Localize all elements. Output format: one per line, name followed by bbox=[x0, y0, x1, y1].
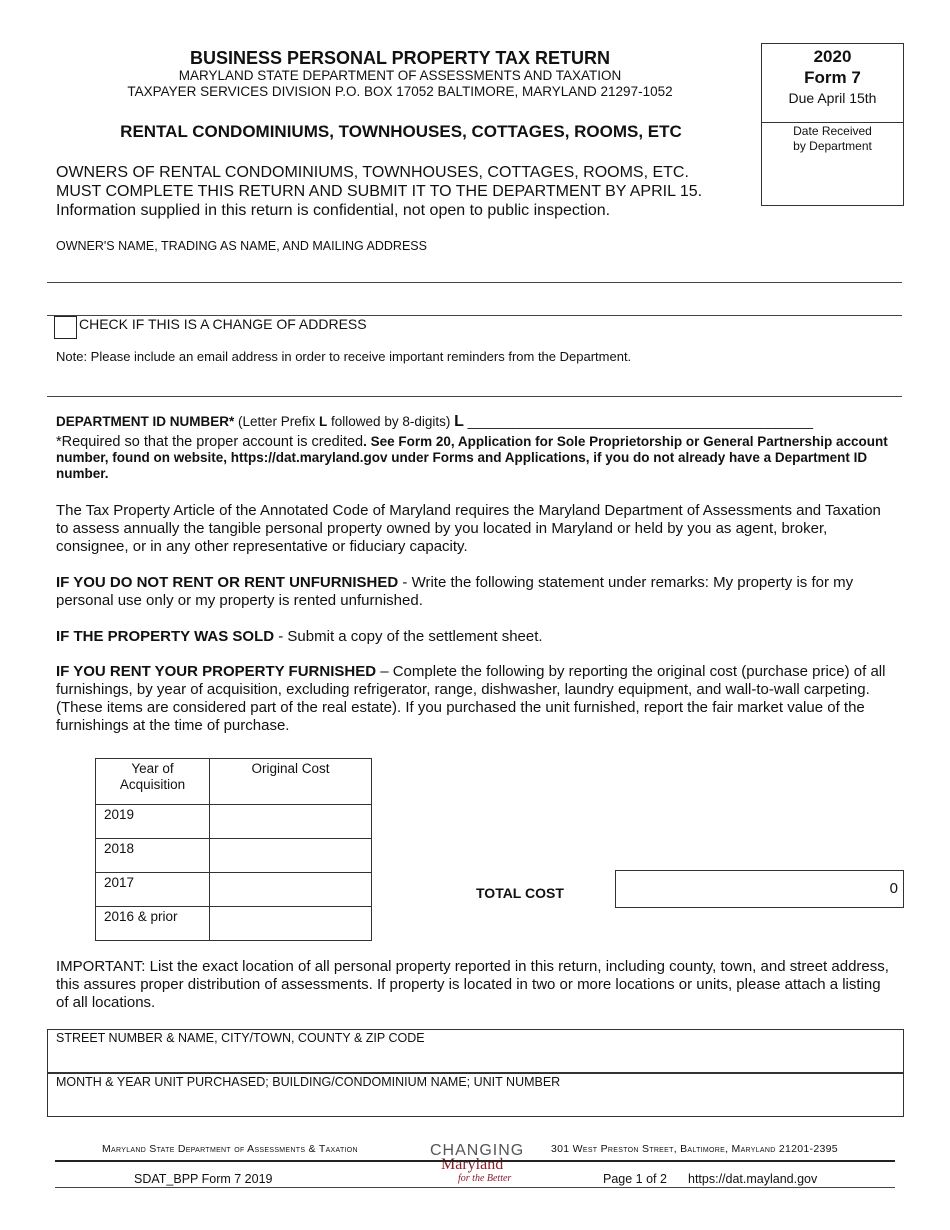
street-address-field[interactable] bbox=[47, 1029, 904, 1073]
table-row bbox=[96, 907, 372, 941]
requirement-details: . See Form 20, Application for Sole Proprietorship or General Partnership account number, found on website, https://dat.maryland.gov under Forms and Applications, if you do not already have a Department ID number. bbox=[56, 434, 888, 481]
year-cell: 2019 bbox=[96, 805, 210, 839]
email-note: Note: Please include an email address in order to receive important reminders from the Department. bbox=[56, 349, 632, 364]
footer-bottom-rule bbox=[55, 1187, 895, 1188]
notice-line-1: OWNERS OF RENTAL CONDOMINIUMS, TOWNHOUSES, COTTAGES, ROOMS, ETC. bbox=[56, 164, 689, 181]
original-cost-header: Original Cost bbox=[210, 759, 372, 805]
tax-article-paragraph: The Tax Property Article of the Annotated Code of Maryland requires the Maryland Department of Assessments and Taxation to assess annually the tangible personal property owned by you located in Maryland or held by you as agent, broker, consignee, or in any other representative or fiduciary capacity. bbox=[56, 502, 881, 555]
department-id-field[interactable] bbox=[56, 413, 813, 431]
furnished-paragraph bbox=[56, 663, 896, 735]
department-id-prefix: L bbox=[454, 413, 464, 430]
sold-body: - Submit a copy of the settlement sheet. bbox=[274, 628, 543, 645]
form-title: BUSINESS PERSONAL PROPERTY TAX RETURN bbox=[189, 48, 611, 68]
year-header-line1: Year of bbox=[131, 761, 174, 776]
due-date: Due April 15th bbox=[788, 90, 877, 106]
table-row bbox=[96, 805, 372, 839]
form-year: 2020 bbox=[813, 47, 852, 66]
cost-input-cell[interactable] bbox=[210, 839, 372, 873]
table-row bbox=[96, 873, 372, 907]
section-title: RENTAL CONDOMINIUMS, TOWNHOUSES, COTTAGES, ROOMS, ETC bbox=[120, 122, 682, 141]
department-id-hint-a: (Letter Prefix bbox=[234, 414, 320, 429]
department-id-hint-b: followed by 8-digits) bbox=[327, 414, 455, 429]
department-id-hint-l: L bbox=[319, 414, 328, 429]
notice-line-2: MUST COMPLETE THIS RETURN AND SUBMIT IT TO THE DEPARTMENT BY APRIL 15. bbox=[56, 183, 703, 200]
original-cost-table bbox=[95, 758, 372, 941]
table-header-row bbox=[96, 759, 372, 805]
form-box-divider bbox=[762, 122, 903, 123]
notice-line-3: Information supplied in this return is confidential, not open to public inspection. bbox=[56, 202, 611, 219]
date-received-line2: by Department bbox=[793, 139, 872, 153]
cost-input-cell[interactable] bbox=[210, 873, 372, 907]
sold-heading: IF THE PROPERTY WAS SOLD bbox=[56, 628, 275, 645]
no-rent-heading: IF YOU DO NOT RENT OR RENT UNFURNISHED bbox=[56, 574, 399, 591]
unit-purchase-label: MONTH & YEAR UNIT PURCHASED; BUILDING/CONDOMINIUM NAME; UNIT NUMBER bbox=[56, 1075, 561, 1089]
footer-url[interactable]: https://dat.mayland.gov bbox=[688, 1172, 818, 1186]
agency-name: MARYLAND STATE DEPARTMENT OF ASSESSMENTS AND TAXATION bbox=[178, 68, 622, 83]
year-cell: 2018 bbox=[96, 839, 210, 873]
change-of-address-label: CHECK IF THIS IS A CHANGE OF ADDRESS bbox=[79, 316, 367, 332]
logo-tagline: for the Better bbox=[458, 1173, 512, 1184]
form-number: Form 7 bbox=[804, 68, 861, 87]
furnished-heading: IF YOU RENT YOUR PROPERTY FURNISHED bbox=[56, 663, 377, 680]
owner-notice bbox=[56, 163, 746, 220]
total-cost-field[interactable] bbox=[615, 870, 904, 908]
unit-purchase-field[interactable] bbox=[47, 1073, 904, 1117]
total-cost-value: 0 bbox=[889, 880, 898, 897]
department-id-blank[interactable]: ______________________________________________ bbox=[463, 414, 813, 429]
no-rent-body: - Write the following statement under remarks: My property is for my personal use only or my property is rented unfurnished. bbox=[56, 574, 854, 609]
logo-maryland: Maryland bbox=[441, 1156, 504, 1173]
street-address-label: STREET NUMBER & NAME, CITY/TOWN, COUNTY & ZIP CODE bbox=[56, 1031, 425, 1045]
department-id-requirement bbox=[56, 434, 896, 482]
total-cost-label: TOTAL COST bbox=[476, 885, 564, 901]
footer-address: 301 West Preston Street, Baltimore, Maryland 21201-2395 bbox=[551, 1143, 838, 1155]
footer-agency: Maryland State Department of Assessments & Taxation bbox=[102, 1143, 358, 1155]
date-received-label bbox=[762, 124, 903, 154]
owner-address-line-1[interactable] bbox=[47, 282, 902, 283]
year-cell: 2016 & prior bbox=[96, 907, 210, 941]
year-acquisition-header bbox=[96, 759, 210, 805]
department-id-label: DEPARTMENT ID NUMBER* bbox=[56, 414, 235, 429]
cost-input-cell[interactable] bbox=[210, 907, 372, 941]
footer-page-number: Page 1 of 2 bbox=[603, 1172, 667, 1186]
division-address: TAXPAYER SERVICES DIVISION P.O. BOX 17052 BALTIMORE, MARYLAND 21297-1052 bbox=[127, 84, 673, 99]
change-of-address-checkbox[interactable] bbox=[54, 316, 77, 339]
email-line[interactable] bbox=[47, 396, 902, 397]
year-header-line2: Acquisition bbox=[119, 777, 186, 792]
footer-form-id: SDAT_BPP Form 7 2019 bbox=[134, 1172, 273, 1186]
owner-address-label: OWNER'S NAME, TRADING AS NAME, AND MAILING ADDRESS bbox=[56, 239, 427, 253]
table-row bbox=[96, 839, 372, 873]
form-info-box bbox=[761, 43, 904, 206]
footer-rule bbox=[55, 1160, 895, 1162]
furnished-body: – Complete the following by reporting the original cost (purchase price) of all furnishings, by year of acquisition, excluding refrigerator, range, dishwasher, laundry equipment, and wall-to-wall carpeting. (These items are considered part of the real estate). If you purchased the unit furnished, report the fair market value of the furnishings at the time of purchase. bbox=[56, 663, 886, 734]
year-cell: 2017 bbox=[96, 873, 210, 907]
important-paragraph: IMPORTANT: List the exact location of all personal property reported in this return, including county, town, and street address, this assures proper distribution of assessments. If property is located in two or more locations or units, please attach a listing of all locations. bbox=[56, 958, 889, 1011]
logo-changing: CHANGING bbox=[430, 1142, 525, 1159]
no-rent-paragraph bbox=[56, 574, 896, 610]
requirement-lead: *Required so that the proper account is credited bbox=[56, 434, 364, 450]
cost-input-cell[interactable] bbox=[210, 805, 372, 839]
sold-paragraph bbox=[56, 628, 896, 646]
date-received-line1: Date Received bbox=[793, 124, 872, 138]
